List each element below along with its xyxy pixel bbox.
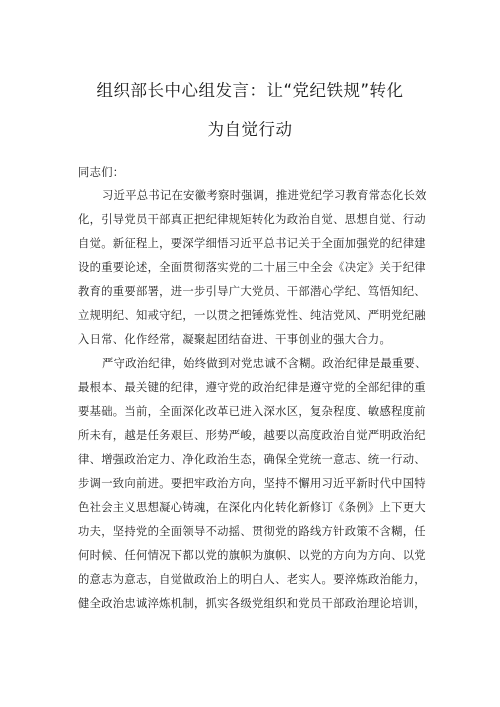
paragraph-line: 健全政治忠诚淬炼机制，抓实各级党组织和党员干部政治理论培训， bbox=[78, 597, 426, 610]
document-title-line-2: 为自觉行动 bbox=[207, 120, 293, 139]
paragraph-line: 何时候、任何情况下都以党的旗帜为旗帜、以党的方向为方向、以党 bbox=[78, 549, 426, 562]
paragraph-line: 所未有，越是任务艰巨、形势严峻，越要以高度政治自觉严明政治纪 bbox=[78, 429, 426, 442]
paragraph-line: 律、增强政治定力、净化政治生态，确保全党统一意志、统一行动、 bbox=[78, 453, 426, 466]
paragraph-line: 入日常、化作经常，凝聚起团结奋进、干事创业的强大合力。 bbox=[78, 333, 392, 346]
paragraph-line: 功夫，坚持党的全面领导不动摇、贯彻党的路线方针政策不含糊，任 bbox=[78, 525, 426, 538]
paragraph-line: 立规明纪、知戒守纪，一以贯之把锤炼党性、纯洁党风、严明党纪融 bbox=[78, 309, 426, 322]
paragraph-line: 的意志为意志，自觉做政治上的明白人、老实人。要淬炼政治能力， bbox=[78, 573, 426, 586]
salutation: 同志们： bbox=[78, 166, 125, 179]
document-title-line-1: 组织部长中心组发言：让“党纪铁规”转化 bbox=[96, 81, 404, 100]
paragraph-line: 化，引导党员干部真正把纪律规矩转化为政治自觉、思想自觉、行动 bbox=[78, 213, 426, 226]
paragraph-line: 色社会主义思想凝心铸魂，在深化内化转化新修订《条例》上下更大 bbox=[78, 501, 426, 514]
paragraph-line: 习近平总书记在安徽考察时强调，推进党纪学习教育常态化长效 bbox=[102, 189, 427, 202]
paragraph-line: 严守政治纪律，始终做到对党忠诚不含糊。政治纪律是最重要、 bbox=[102, 357, 427, 370]
paragraph-line: 步调一致向前进。要把牢政治方向，坚持不懈用习近平新时代中国特 bbox=[78, 477, 426, 490]
paragraph-line: 自觉。新征程上，要深学细悟习近平总书记关于全面加强党的纪律建 bbox=[78, 237, 426, 250]
paragraph-line: 设的重要论述，全面贯彻落实党的二十届三中全会《决定》关于纪律 bbox=[78, 261, 426, 274]
paragraph-line: 要基础。当前，全面深化改革已进入深水区，复杂程度、敏感程度前 bbox=[78, 405, 426, 418]
paragraph-line: 教育的重要部署，进一步引导广大党员、干部潜心学纪、笃悟知纪、 bbox=[78, 285, 426, 298]
paragraph-line: 最根本、最关键的纪律，遵守党的政治纪律是遵守党的全部纪律的重 bbox=[78, 381, 426, 394]
